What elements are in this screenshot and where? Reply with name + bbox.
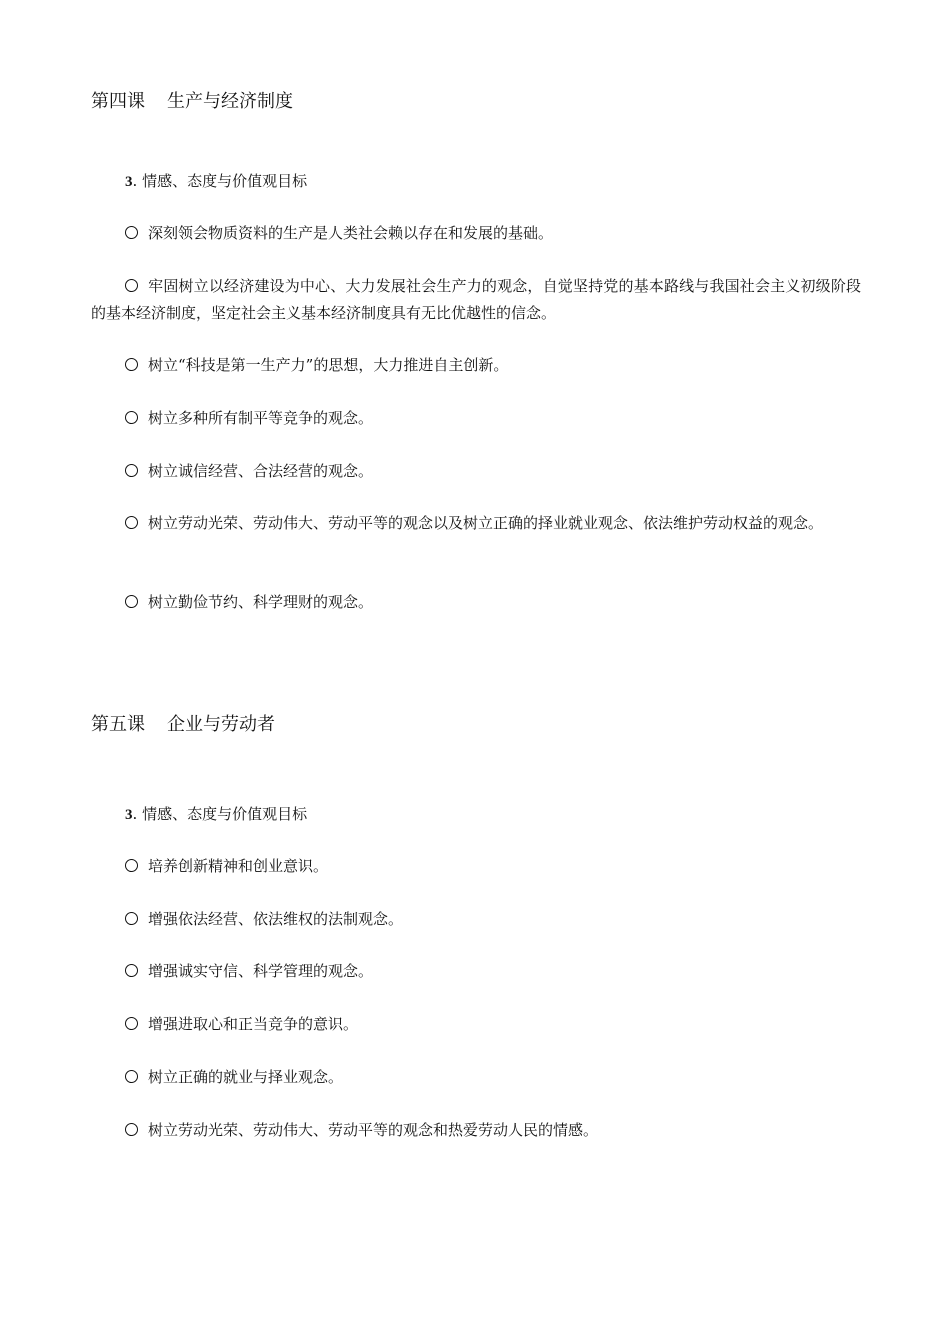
- lesson-5-title: [91, 713, 275, 737]
- list-item-text: 树立勤俭节约、科学理财的观念。: [148, 593, 374, 611]
- circle-bullet-icon: [125, 358, 138, 371]
- subheading-text: 情感、态度与价值观目标: [142, 172, 308, 190]
- list-item-text: 增强依法经营、依法维权的法制观念。: [148, 910, 404, 928]
- list-item: [91, 1064, 861, 1091]
- list-item-text: 树立多种所有制平等竞争的观念。: [148, 409, 374, 427]
- circle-bullet-icon: [125, 595, 138, 608]
- subheading-number: 3: [125, 807, 133, 823]
- circle-bullet-icon: [125, 912, 138, 925]
- lesson-name: 企业与劳动者: [167, 714, 275, 735]
- circle-bullet-icon: [125, 1070, 138, 1083]
- section-subheading: [125, 804, 307, 825]
- section-subheading: [125, 171, 307, 192]
- circle-bullet-icon: [125, 464, 138, 477]
- subheading-separator: .: [132, 805, 138, 823]
- list-item: [91, 220, 861, 247]
- lesson-4-title: [91, 90, 293, 114]
- list-item-text: 树立正确的就业与择业观念。: [148, 1068, 344, 1086]
- subheading-number: 3: [125, 174, 133, 190]
- list-item: [91, 405, 861, 432]
- list-item: [91, 352, 861, 379]
- list-item-text: 增强诚实守信、科学管理的观念。: [148, 962, 374, 980]
- list-item-text: 树立劳动光荣、劳动伟大、劳动平等的观念以及树立正确的择业就业观念、依法维护劳动权益的观念。: [148, 514, 824, 532]
- list-item: [91, 1011, 861, 1038]
- subheading-text: 情感、态度与价值观目标: [142, 805, 308, 823]
- circle-bullet-icon: [125, 279, 138, 292]
- list-item: [91, 458, 861, 485]
- subheading-separator: .: [132, 172, 138, 190]
- circle-bullet-icon: [125, 516, 138, 529]
- lesson-number: 第五课: [91, 714, 145, 735]
- circle-bullet-icon: [125, 1123, 138, 1136]
- list-item-text: 培养创新精神和创业意识。: [148, 857, 329, 875]
- list-item: [91, 589, 861, 616]
- lesson-number: 第四课: [91, 91, 145, 112]
- list-item: [91, 853, 861, 880]
- list-item-text: 树立“科技是第一生产力”的思想，大力推进自主创新。: [148, 356, 509, 374]
- list-item-text: 牢固树立以经济建设为中心、大力发展社会生产力的观念，自觉坚持党的基本路线与我国社会主义初级阶段的基本经济制度，坚定社会主义基本经济制度具有无比优越性的信念。: [91, 277, 861, 322]
- circle-bullet-icon: [125, 411, 138, 424]
- list-item-text: 深刻领会物质资料的生产是人类社会赖以存在和发展的基础。: [148, 224, 554, 242]
- list-item-text: 树立劳动光荣、劳动伟大、劳动平等的观念和热爱劳动人民的情感。: [148, 1121, 599, 1139]
- circle-bullet-icon: [125, 1017, 138, 1030]
- list-item: [91, 958, 861, 985]
- list-item-text: 增强进取心和正当竞争的意识。: [148, 1015, 359, 1033]
- list-item: [91, 273, 861, 327]
- circle-bullet-icon: [125, 964, 138, 977]
- circle-bullet-icon: [125, 226, 138, 239]
- list-item: [91, 510, 861, 537]
- lesson-name: 生产与经济制度: [167, 91, 293, 112]
- list-item: [91, 1117, 861, 1144]
- circle-bullet-icon: [125, 859, 138, 872]
- list-item: [91, 906, 861, 933]
- list-item-text: 树立诚信经营、合法经营的观念。: [148, 462, 374, 480]
